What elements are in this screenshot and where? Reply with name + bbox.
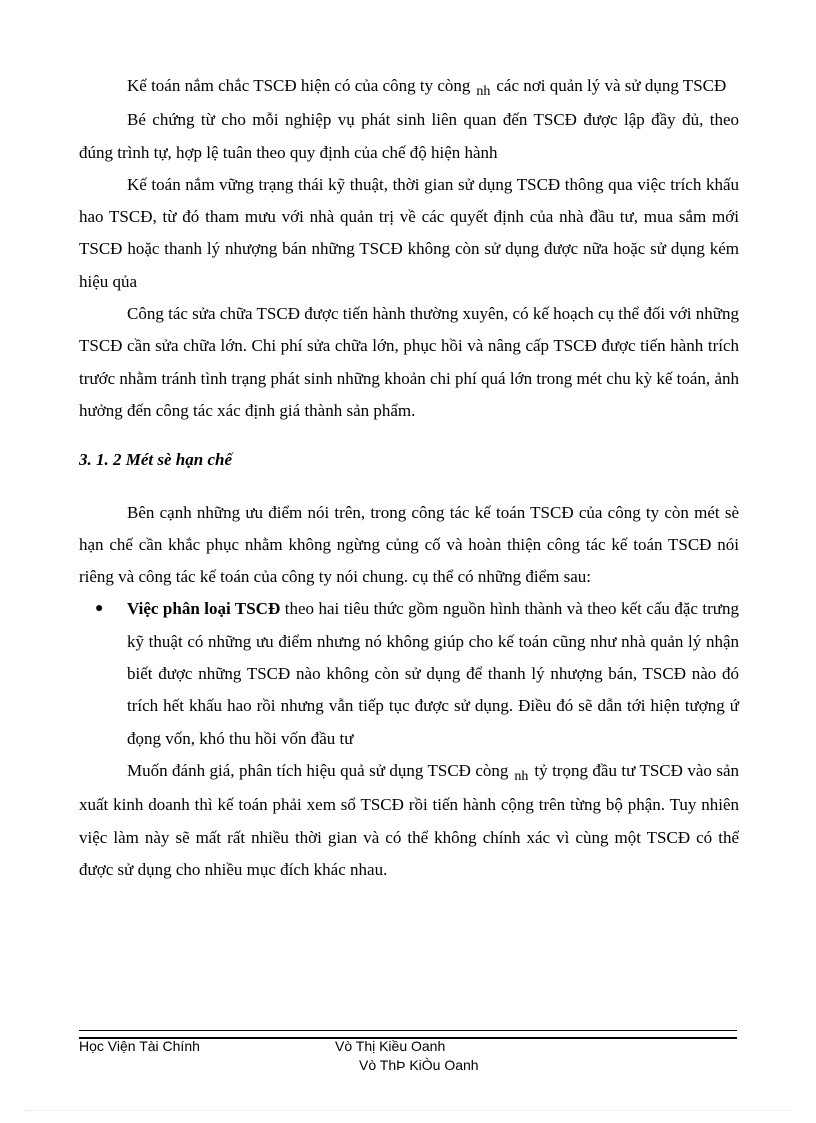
paragraph-5: Bên cạnh những ưu điểm nói trên, trong công tác kế toán TSCĐ của công ty còn mét sè hạn chế cần khắc phục nhằm không ngừng củng cố và hoàn thiện công tác kế toán TSCĐ nói riêng và công tác kế toán của công ty nói chung. cụ thể có những điểm sau: — [79, 502, 739, 587]
footer-author: Vò Thị Kiều Oanh — [335, 1038, 446, 1054]
document-body — [79, 70, 739, 886]
paragraph-6-subscript: nh — [514, 768, 529, 784]
paragraph-1-subscript: nh — [476, 84, 491, 99]
paragraph-6 — [79, 755, 739, 886]
paragraph-2: Bé chứng từ cho mỗi nghiệp vụ phát sinh liên quan đến TSCĐ được lập đầy đủ, theo đúng trình tự, hợp lệ tuân theo quy định của chế độ hiện hành — [79, 110, 739, 162]
footer-author-garbled: Vò ThÞ KiÒu Oanh — [359, 1057, 479, 1073]
paragraph-1-text-b: các nơi quản lý và sử dụng TSCĐ — [496, 76, 727, 95]
bullet-icon: ● — [95, 601, 104, 617]
bullet-bold-text: Việc phân loại TSCĐ — [127, 599, 281, 619]
paragraph-6-text-a: Muốn đánh giá, phân tích hiệu quả sử dụng TSCĐ còng — [127, 760, 509, 780]
section-heading: 3. 1. 2 Mét sè hạn chế — [79, 450, 232, 470]
paragraph-1-text-a: Kế toán nắm chắc TSCĐ hiện có của công ty còng — [127, 76, 471, 95]
bullet-text: theo hai tiêu thức gồm nguồn hình thành và theo kết cấu đặc trưng kỹ thuật có những ưu điểm nhưng nó không giúp cho kế toán cũng như nhà quản lý nhận biết được những TSCĐ nào không còn sử dụng để thanh lý nhượng bán, TSCĐ nào đó trích hết khấu hao rồi nhưng vẫn tiếp tục được sử dụng. Điều đó sẽ dẫn tới hiện tượng ứ đọng vốn, khó thu hồi vốn đầu tư — [127, 599, 740, 748]
footer — [79, 1037, 737, 1077]
footer-school: Học Viện Tài Chính — [79, 1038, 200, 1054]
paragraph-3: Kế toán nắm vững trạng thái kỹ thuật, thời gian sử dụng TSCĐ thông qua việc trích khấu hao TSCĐ, từ đó tham mưu với nhà quản trị về các quyết định của nhà đầu tư, mua sắm mới TSCĐ hoặc thanh lý nhượng bán những TSCĐ không còn sử dụng được nữa hoặc sử dụng kém hiệu qủa — [79, 174, 739, 291]
page-bottom-rule — [24, 1110, 792, 1111]
paragraph-4: Công tác sửa chữa TSCĐ được tiến hành thường xuyên, có kế hoạch cụ thể đối với những TSCĐ cần sửa chữa lớn. Chi phí sửa chữa lớn, phục hồi và nâng cấp TSCĐ được tiến hành trích trước nhằm tránh tình trạng phát sinh những khoản chi phí quá lớn trong mét chu kỳ kế toán, ảnh hưởng đến công tác xác định giá thành sản phẩm. — [79, 304, 739, 420]
paragraph-1 — [79, 70, 739, 104]
paragraph-6-text-b: tỷ trọng đầu tư TSCĐ vào sản xuất kinh doanh thì kế toán phải xem sổ TSCĐ rồi tiến hành cộng trên từng bộ phận. Tuy nhiên việc làm này sẽ mất rất nhiều thời gian và có thể không chính xác vì cùng một TSCĐ có thể được sử dụng cho nhiều mục đích khác nhau. — [79, 760, 739, 879]
bullet-item — [79, 593, 739, 754]
